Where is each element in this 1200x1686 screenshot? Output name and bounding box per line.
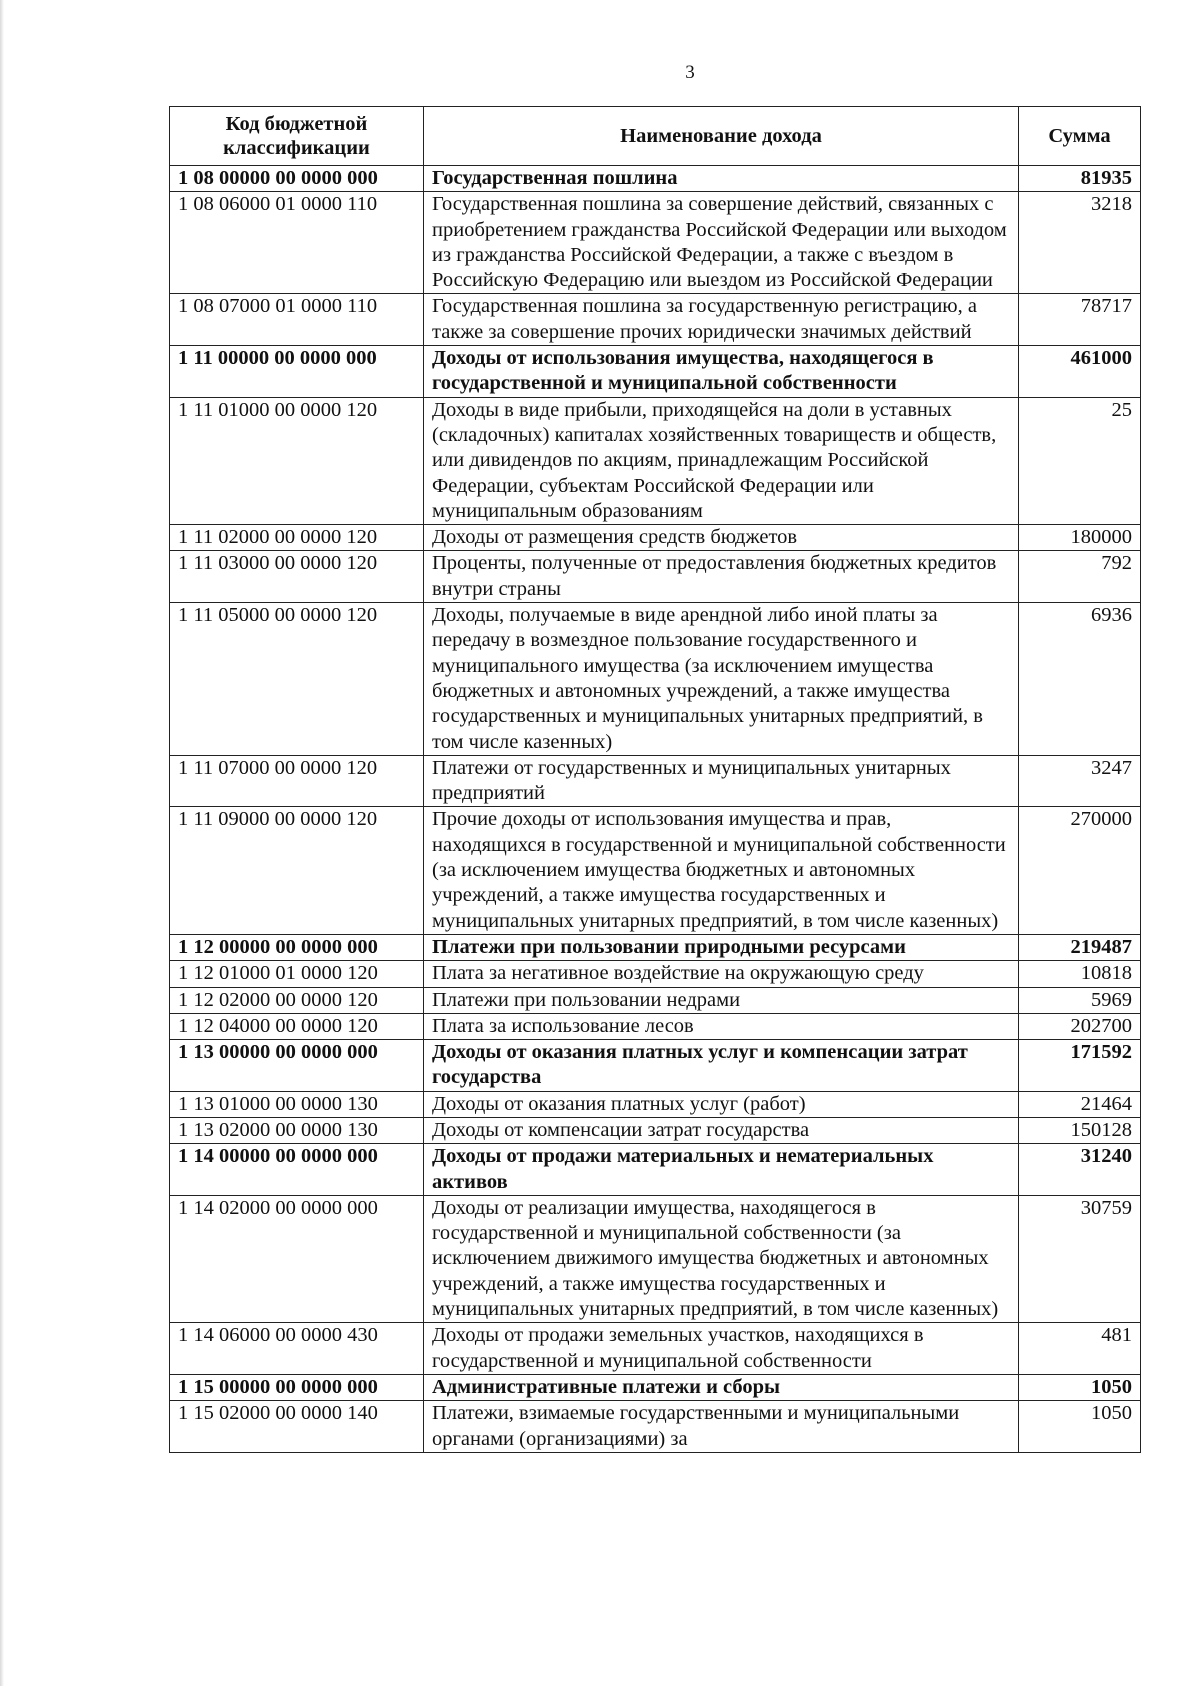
cell-name: Доходы от использования имущества, находящегося в государственной и муниципальной собственности bbox=[424, 346, 1019, 398]
table-group-row bbox=[170, 1040, 1141, 1092]
cell-code: 1 08 00000 00 0000 000 bbox=[170, 166, 424, 192]
cell-code: 1 11 01000 00 0000 120 bbox=[170, 397, 424, 524]
header-sum: Сумма bbox=[1019, 107, 1141, 166]
cell-name: Платежи, взимаемые государственными и муниципальными органами (организациями) за bbox=[424, 1401, 1019, 1453]
cell-name: Платежи при пользовании природными ресурсами bbox=[424, 934, 1019, 960]
cell-code: 1 13 01000 00 0000 130 bbox=[170, 1091, 424, 1117]
table-row bbox=[170, 551, 1141, 603]
cell-name: Платежи от государственных и муниципальных унитарных предприятий bbox=[424, 755, 1019, 807]
cell-name: Платежи при пользовании недрами bbox=[424, 987, 1019, 1013]
table-row bbox=[170, 1323, 1141, 1375]
cell-sum: 81935 bbox=[1019, 166, 1141, 192]
table-group-row bbox=[170, 346, 1141, 398]
table-group-row bbox=[170, 1374, 1141, 1400]
table-row bbox=[170, 294, 1141, 346]
cell-code: 1 13 00000 00 0000 000 bbox=[170, 1040, 424, 1092]
table-group-row bbox=[170, 1144, 1141, 1196]
cell-sum: 270000 bbox=[1019, 807, 1141, 934]
table-row bbox=[170, 987, 1141, 1013]
table-row bbox=[170, 807, 1141, 934]
cell-code: 1 12 00000 00 0000 000 bbox=[170, 934, 424, 960]
page-number: 3 bbox=[685, 62, 695, 83]
table-row bbox=[170, 603, 1141, 756]
cell-code: 1 14 06000 00 0000 430 bbox=[170, 1323, 424, 1375]
cell-code: 1 08 06000 01 0000 110 bbox=[170, 192, 424, 294]
cell-name: Доходы от компенсации затрат государства bbox=[424, 1117, 1019, 1143]
header-code: Код бюджетной классификации bbox=[170, 107, 424, 166]
cell-sum: 6936 bbox=[1019, 603, 1141, 756]
cell-sum: 31240 bbox=[1019, 1144, 1141, 1196]
cell-code: 1 11 05000 00 0000 120 bbox=[170, 603, 424, 756]
cell-code: 1 12 02000 00 0000 120 bbox=[170, 987, 424, 1013]
cell-name: Прочие доходы от использования имущества и прав, находящихся в государственной и муниципальной собственности (за исключением имущества бюджетных и автономных учреждений, а также имущества государственных и муниципальных унитарных предприятий, в том числе казенных) bbox=[424, 807, 1019, 934]
cell-name: Плата за негативное воздействие на окружающую среду bbox=[424, 961, 1019, 987]
cell-name: Доходы, получаемые в виде арендной либо иной платы за передачу в возмездное пользование государственного и муниципального имущества (за исключением имущества бюджетных и автономных учреждений, а также имущества государственных и муниципальных унитарных предприятий, в том числе казенных) bbox=[424, 603, 1019, 756]
table-row bbox=[170, 525, 1141, 551]
cell-name: Административные платежи и сборы bbox=[424, 1374, 1019, 1400]
cell-sum: 1050 bbox=[1019, 1374, 1141, 1400]
cell-sum: 461000 bbox=[1019, 346, 1141, 398]
cell-code: 1 11 02000 00 0000 120 bbox=[170, 525, 424, 551]
header-name: Наименование дохода bbox=[424, 107, 1019, 166]
cell-sum: 150128 bbox=[1019, 1117, 1141, 1143]
cell-code: 1 12 01000 01 0000 120 bbox=[170, 961, 424, 987]
cell-code: 1 11 03000 00 0000 120 bbox=[170, 551, 424, 603]
cell-name: Государственная пошлина за совершение действий, связанных с приобретением гражданства Российской Федерации или выходом из гражданства Российской Федерации, а также с въездом в Российскую Федерацию или выездом из Российской Федерации bbox=[424, 192, 1019, 294]
table-row bbox=[170, 1195, 1141, 1322]
cell-code: 1 11 00000 00 0000 000 bbox=[170, 346, 424, 398]
cell-name: Государственная пошлина за государственную регистрацию, а также за совершение прочих юридически значимых действий bbox=[424, 294, 1019, 346]
cell-name: Государственная пошлина bbox=[424, 166, 1019, 192]
cell-name: Плата за использование лесов bbox=[424, 1013, 1019, 1039]
table-row bbox=[170, 961, 1141, 987]
cell-code: 1 14 00000 00 0000 000 bbox=[170, 1144, 424, 1196]
cell-sum: 171592 bbox=[1019, 1040, 1141, 1092]
cell-sum: 219487 bbox=[1019, 934, 1141, 960]
cell-name: Доходы от размещения средств бюджетов bbox=[424, 525, 1019, 551]
table-row bbox=[170, 1091, 1141, 1117]
cell-sum: 30759 bbox=[1019, 1195, 1141, 1322]
cell-name: Доходы в виде прибыли, приходящейся на доли в уставных (складочных) капиталах хозяйственных товариществ и обществ, или дивидендов по акциям, принадлежащим Российской Федерации, субъектам Российской Федерации или муниципальным образованиям bbox=[424, 397, 1019, 524]
cell-sum: 1050 bbox=[1019, 1401, 1141, 1453]
cell-code: 1 12 04000 00 0000 120 bbox=[170, 1013, 424, 1039]
cell-code: 1 11 07000 00 0000 120 bbox=[170, 755, 424, 807]
cell-name: Доходы от оказания платных услуг и компенсации затрат государства bbox=[424, 1040, 1019, 1092]
table-row bbox=[170, 755, 1141, 807]
cell-sum: 3247 bbox=[1019, 755, 1141, 807]
cell-sum: 10818 bbox=[1019, 961, 1141, 987]
table-group-row bbox=[170, 934, 1141, 960]
table-row bbox=[170, 1117, 1141, 1143]
cell-sum: 25 bbox=[1019, 397, 1141, 524]
cell-code: 1 08 07000 01 0000 110 bbox=[170, 294, 424, 346]
cell-code: 1 13 02000 00 0000 130 bbox=[170, 1117, 424, 1143]
cell-code: 1 11 09000 00 0000 120 bbox=[170, 807, 424, 934]
cell-name: Доходы от оказания платных услуг (работ) bbox=[424, 1091, 1019, 1117]
cell-name: Проценты, полученные от предоставления бюджетных кредитов внутри страны bbox=[424, 551, 1019, 603]
cell-code: 1 15 02000 00 0000 140 bbox=[170, 1401, 424, 1453]
cell-sum: 78717 bbox=[1019, 294, 1141, 346]
table-body bbox=[170, 166, 1141, 1453]
cell-sum: 21464 bbox=[1019, 1091, 1141, 1117]
cell-sum: 3218 bbox=[1019, 192, 1141, 294]
cell-sum: 792 bbox=[1019, 551, 1141, 603]
table-row bbox=[170, 397, 1141, 524]
table-header-row bbox=[170, 107, 1141, 166]
table-row bbox=[170, 1013, 1141, 1039]
cell-name: Доходы от реализации имущества, находящегося в государственной и муниципальной собственности (за исключением движимого имущества бюджетных и автономных учреждений, а также имущества государственных и муниципальных унитарных предприятий, в том числе казенных) bbox=[424, 1195, 1019, 1322]
cell-sum: 481 bbox=[1019, 1323, 1141, 1375]
scan-edge bbox=[0, 0, 4, 1686]
table-row bbox=[170, 192, 1141, 294]
cell-sum: 202700 bbox=[1019, 1013, 1141, 1039]
cell-name: Доходы от продажи земельных участков, находящихся в государственной и муниципальной собственности bbox=[424, 1323, 1019, 1375]
table-group-row bbox=[170, 166, 1141, 192]
cell-name: Доходы от продажи материальных и нематериальных активов bbox=[424, 1144, 1019, 1196]
cell-code: 1 15 00000 00 0000 000 bbox=[170, 1374, 424, 1400]
table-row bbox=[170, 1401, 1141, 1453]
cell-sum: 5969 bbox=[1019, 987, 1141, 1013]
cell-code: 1 14 02000 00 0000 000 bbox=[170, 1195, 424, 1322]
revenue-table bbox=[169, 106, 1141, 1453]
cell-sum: 180000 bbox=[1019, 525, 1141, 551]
